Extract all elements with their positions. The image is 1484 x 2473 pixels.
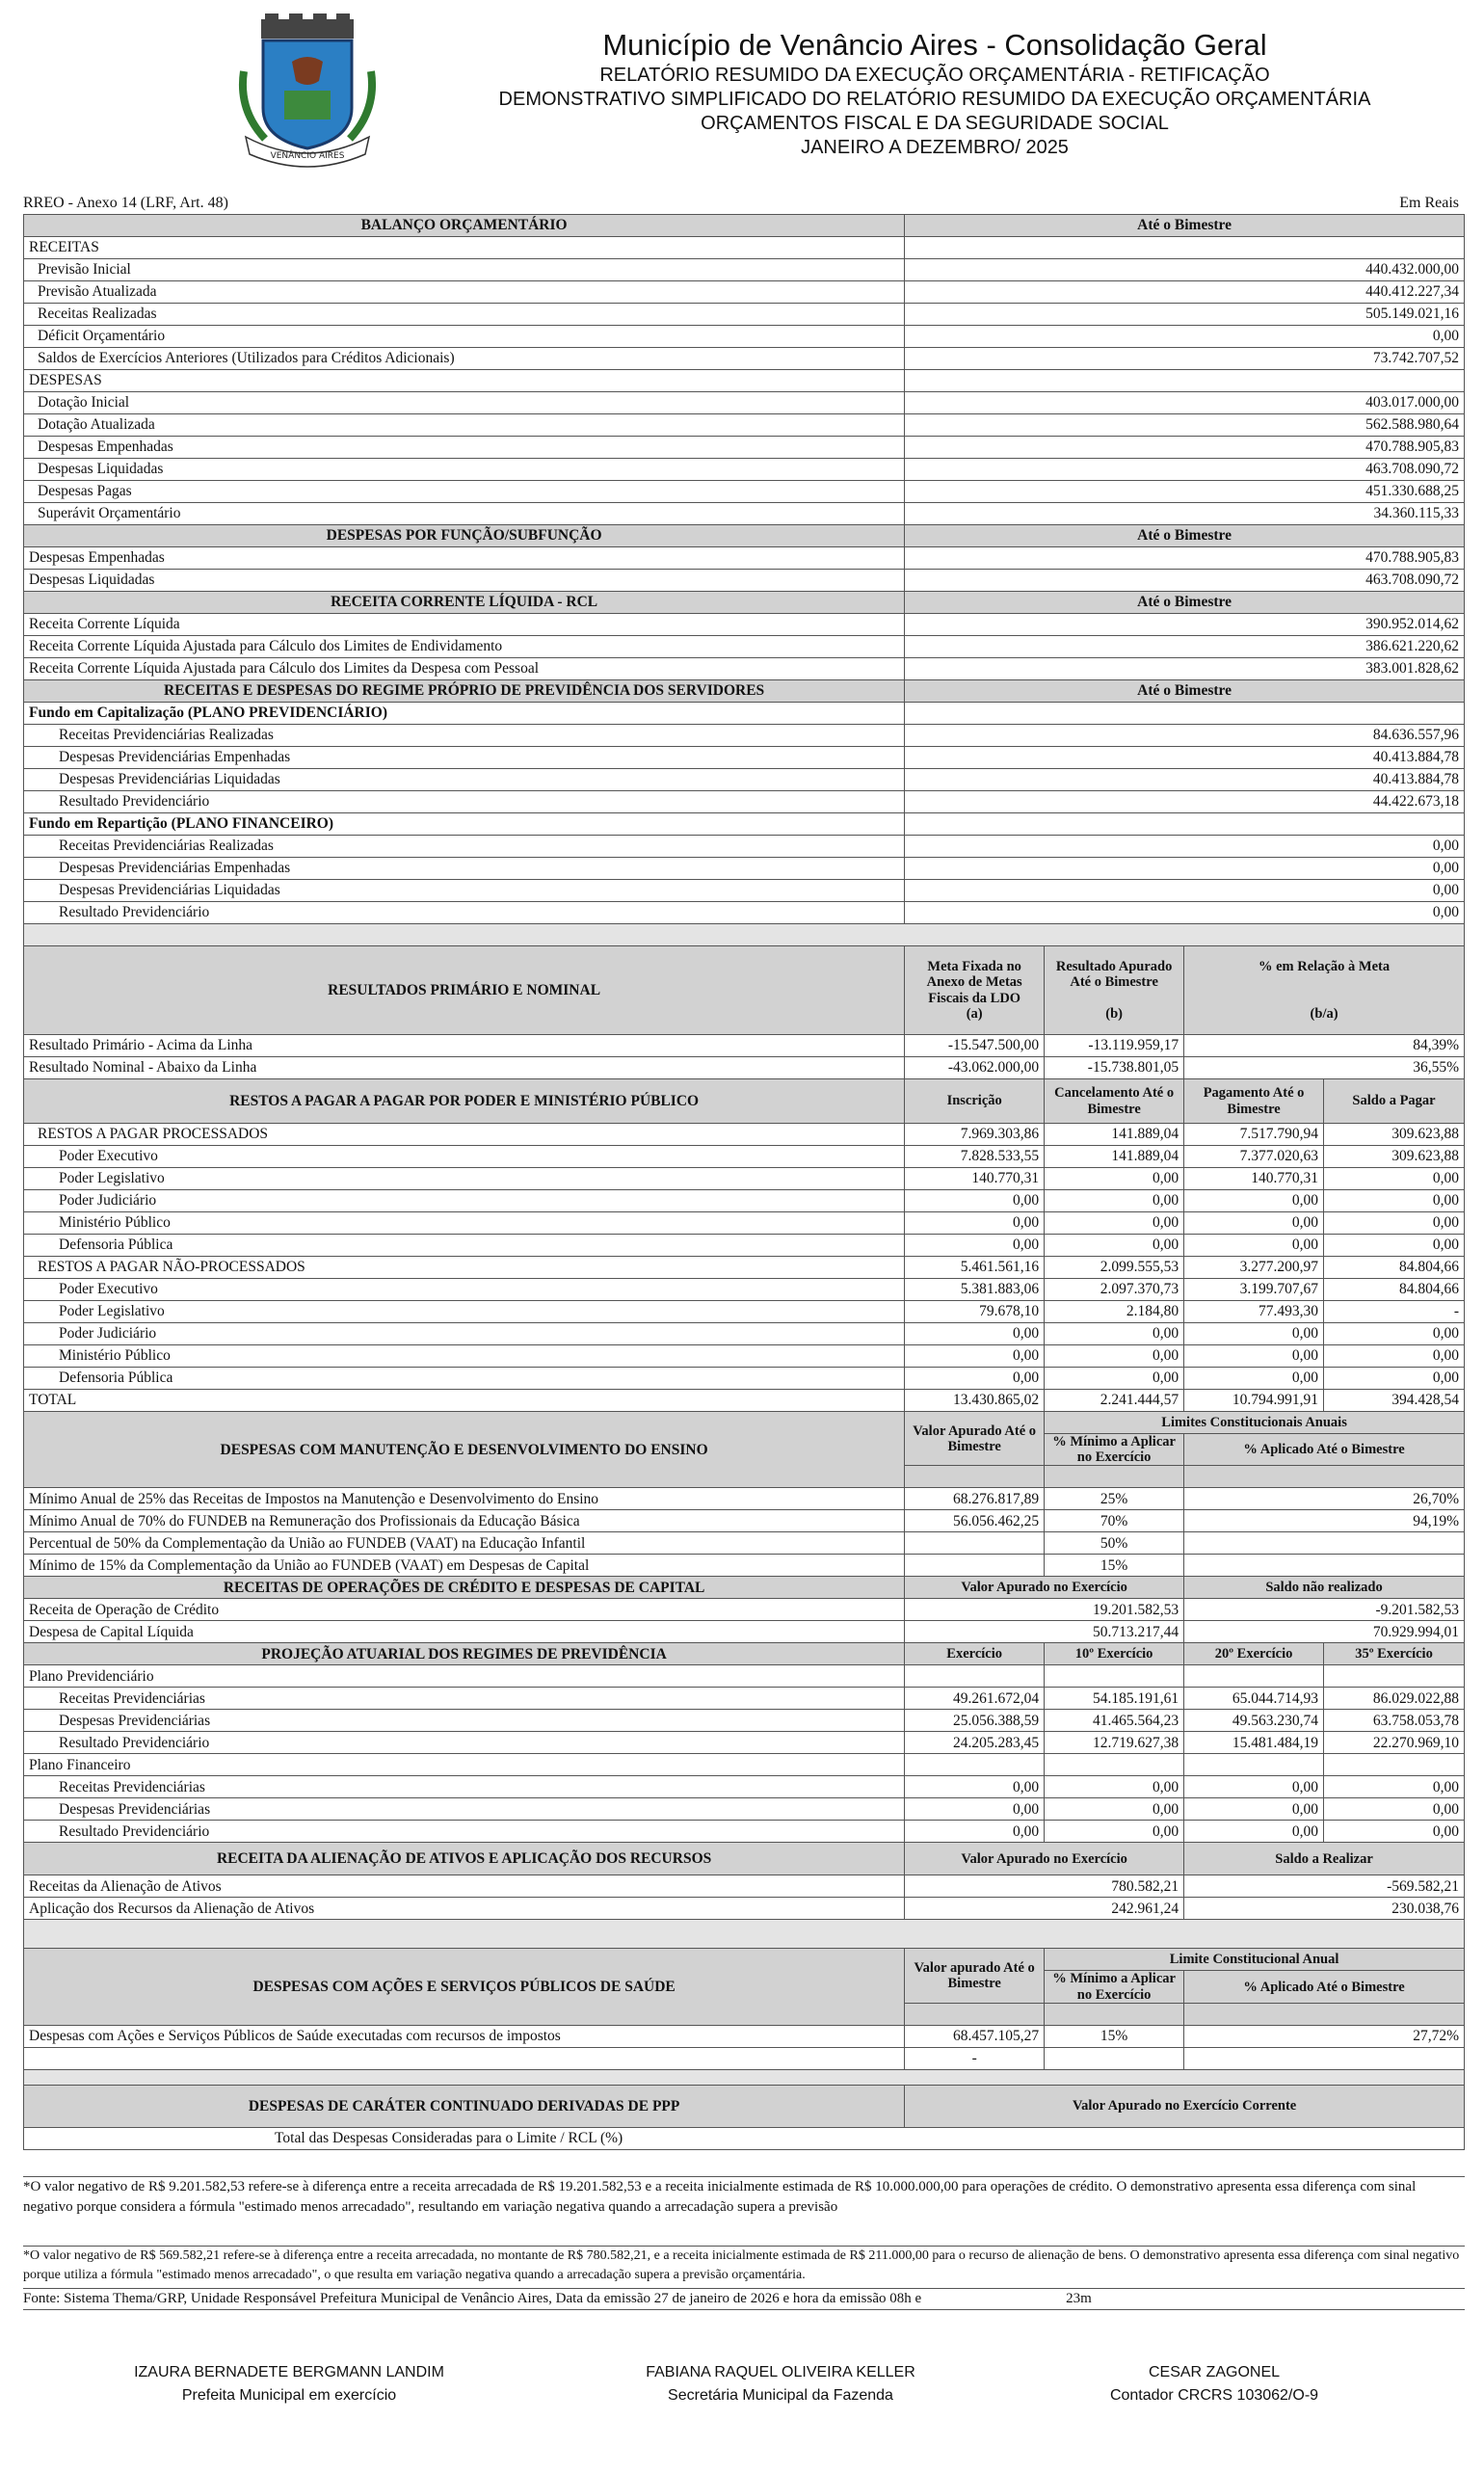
signature-block: CESAR ZAGONEL Contador CRCRS 103062/O-9 [1109,2364,1319,2404]
section-title: RESULTADOS PRIMÁRIO E NOMINAL [24,946,905,1035]
table-row: Déficit Orçamentário 0,00 [24,326,1465,348]
table-row: Receitas Previdenciárias Realizadas 0,00 [24,836,1465,858]
section-title: DESPESAS POR FUNÇÃO/SUBFUNÇÃO [24,525,905,547]
table-row: Defensoria Pública 0,00 0,00 0,00 0,00 [24,1235,1465,1257]
report-header [0,0,1484,193]
table-row: Mínimo Anual de 25% das Receitas de Impostos na Manutenção e Desenvolvimento do Ensino 68.276.817,89 25% 26,70% [24,1488,1465,1510]
table-row: Defensoria Pública 0,00 0,00 0,00 0,00 [24,1368,1465,1390]
table-row: Aplicação dos Recursos da Alienação de Ativos 242.961,24 230.038,76 [24,1898,1465,1920]
section-title: DESPESAS COM AÇÕES E SERVIÇOS PÚBLICOS DE SAÚDE [24,1949,905,2025]
report-subtitle: RELATÓRIO RESUMIDO DA EXECUÇÃO ORÇAMENTÁRIA - RETIFICAÇÃO [599,65,1270,86]
report-title: Município de Venâncio Aires - Consolidação Geral [602,28,1267,62]
table-row: Receitas Previdenciárias 0,00 0,00 0,00 0,00 [24,1776,1465,1798]
signature-block: FABIANA RAQUEL OLIVEIRA KELLER Secretária Municipal da Fazenda [646,2364,915,2404]
table-row: Despesas Pagas 451.330.688,25 [24,481,1465,503]
table-row: Receita Corrente Líquida 390.952.014,62 [24,614,1465,636]
table-row: Despesas Previdenciárias Liquidadas 40.413.884,78 [24,769,1465,791]
table-row: Despesas Previdenciárias Empenhadas 0,00 [24,858,1465,880]
table-row: TOTAL 13.430.865,02 2.241.444,57 10.794.991,91 394.428,54 [24,1390,1465,1412]
table-row: Resultado Previdenciário 0,00 [24,902,1465,924]
note-alienacao: *O valor negativo de R$ 569.582,21 refere-se à diferença entre a receita arrecadada, no montante de R$ 780.582,21, e a receita inicialmente estimada de R$ 211.000,00 para o recurso de alienação de bens. O demonstrativo apresenta essa diferença com sinal negativo porque utiliza a fórmula "estimado menos arrecadado", o que resulta em variação negativa quando a arrecadação supera a previsão orçamentária. [23,2246,1465,2285]
table-row: Previsão Inicial 440.432.000,00 [24,259,1465,281]
section-title: RECEITA CORRENTE LÍQUIDA - RCL [24,592,905,614]
table-row: Resultado Previdenciário 24.205.283,45 12.719.627,38 15.481.484,19 22.270.969,10 [24,1732,1465,1754]
source-note: Fonte: Sistema Thema/GRP, Unidade Responsável Prefeitura Municipal de Venâncio Aires, Data da emissão 27 de janeiro de 2026 e hora da emissão 08h e 23m [23,2288,1465,2310]
section-title: RESTOS A PAGAR A PAGAR POR PODER E MINISTÉRIO PÚBLICO [24,1079,905,1124]
section-title: RECEITAS E DESPESAS DO REGIME PRÓPRIO DE PREVIDÊNCIA DOS SERVIDORES [24,680,905,703]
table-row: Poder Legislativo 140.770,31 0,00 140.770,31 0,00 [24,1168,1465,1190]
table-row: Despesa de Capital Líquida 50.713.217,44 70.929.994,01 [24,1621,1465,1643]
municipal-coat-of-arms-icon [236,13,379,170]
table-row: Despesas Previdenciárias 25.056.388,59 41.465.564,23 49.563.230,74 63.758.053,78 [24,1710,1465,1732]
report-subtitle: ORÇAMENTOS FISCAL E DA SEGURIDADE SOCIAL [701,113,1169,134]
table-row: Resultado Nominal - Abaixo da Linha -43.062.000,00 -15.738.801,05 36,55% [24,1057,1465,1079]
annex-label: RREO - Anexo 14 (LRF, Art. 48) [23,195,228,211]
currency-label: Em Reais [1399,195,1459,211]
table-row: Percentual de 50% da Complementação da União ao FUNDEB (VAAT) na Educação Infantil 50% [24,1532,1465,1555]
report-subtitle: DEMONSTRATIVO SIMPLIFICADO DO RELATÓRIO RESUMIDO DA EXECUÇÃO ORÇAMENTÁRIA [498,89,1371,110]
section-title: DESPESAS DE CARÁTER CONTINUADO DERIVADAS DE PPP [24,2085,905,2127]
table-row: Resultado Primário - Acima da Linha -15.547.500,00 -13.119.959,17 84,39% [24,1035,1465,1057]
table-row: Receita Corrente Líquida Ajustada para Cálculo dos Limites de Endividamento 386.621.220,62 [24,636,1465,658]
table-row: Superávit Orçamentário 34.360.115,33 [24,503,1465,525]
table-row: Receita Corrente Líquida Ajustada para Cálculo dos Limites da Despesa com Pessoal 383.001.828,62 [24,658,1465,680]
table-row: Despesas Liquidadas 463.708.090,72 [24,570,1465,592]
report-period: JANEIRO A DEZEMBRO/ 2025 [801,137,1069,158]
table-row: Dotação Atualizada 562.588.980,64 [24,414,1465,437]
table-row: Receitas Previdenciárias 49.261.672,04 54.185.191,61 65.044.714,93 86.029.022,88 [24,1688,1465,1710]
table-row: Despesas Liquidadas 463.708.090,72 [24,459,1465,481]
table-row: Ministério Público 0,00 0,00 0,00 0,00 [24,1212,1465,1235]
table-row: RESTOS A PAGAR PROCESSADOS 7.969.303,86 141.889,04 7.517.790,94 309.623,88 [24,1124,1465,1146]
signature-block: IZAURA BERNADETE BERGMANN LANDIM Prefeita Municipal em exercício [134,2364,444,2404]
table-row: Receitas Previdenciárias Realizadas 84.636.557,96 [24,725,1465,747]
table-row: Receitas da Alienação de Ativos 780.582,21 -569.582,21 [24,1875,1465,1898]
table-row: Saldos de Exercícios Anteriores (Utilizados para Créditos Adicionais) 73.742.707,52 [24,348,1465,370]
table-row: Poder Judiciário 0,00 0,00 0,00 0,00 [24,1323,1465,1345]
svg-text:VENÂNCIO AIRES: VENÂNCIO AIRES [270,151,345,161]
table-row: Despesas Empenhadas 470.788.905,83 [24,547,1465,570]
table-row: Poder Legislativo 79.678,10 2.184,80 77.493,30 - [24,1301,1465,1323]
table-row: Poder Executivo 5.381.883,06 2.097.370,73 3.199.707,67 84.804,66 [24,1279,1465,1301]
table-row: Despesas Empenhadas 470.788.905,83 [24,437,1465,459]
table-row: Receita de Operação de Crédito 19.201.582,53 -9.201.582,53 [24,1599,1465,1621]
report-table: BALANÇO ORÇAMENTÁRIO Até o Bimestre RECEITAS Previsão Inicial 440.432.000,00 Previsão Atualizada 440.412.227,34 Receitas Realizadas 505.149.021,16 Déficit Orçamentário 0,00 Saldos de Exercícios Anteriores (Utilizados para Créditos Adicionais) 73.742.707,52 DESPESAS Dotação Inicial 403.017.000,00 Dotação Atualizada 562.588.980,64 Despesas Empenhadas 470.788.905,83 Despesas Liquidadas 463.708.090,72 Despesas Pagas 451.330.688,25 Superávit Orçamentário 34.360.115,33 DESPESAS POR FUNÇÃO/SUBFUNÇÃO Até o Bimestre Despesas Empenhadas 470.788.905,83 Despesas Liquidadas 463.708.090,72 RECEITA CORRENTE LÍQUIDA - RCL Até o Bimestre Receita Corrente Líquida 390.952.014,62 Receita Corrente Líquida Ajustada para Cálculo dos Limites de Endividamento 386.621.220,62 Receita Corrente Líquida Ajustada para Cálculo dos Limites da Despesa com Pessoal 383.001.828,62 RECEITAS E DESPESAS DO REGIME PRÓPRIO DE PREVIDÊNCIA DOS SERVIDORES Até o Bimestre Fundo em Capitalização (PLANO PREVIDENCIÁRIO) Receitas Previdenciárias Realizadas 84.636.557,96 Despesas Previdenciárias Empenhadas 40.413.884,78 Despesas Previdenciárias Liquidadas 40.413.884,78 Resultado Previdenciário 44.422.673,18 Fundo em Repartição (PLANO FINANCEIRO) Receitas Previdenciárias Realizadas 0,00 Despesas Previdenciárias Empenhadas 0,00 Despesas Previdenciárias Liquidadas 0,00 Resultado Previdenciário 0,00 RESULTADOS PRIMÁRIO E NOMINAL Meta Fixada no Anexo de Metas Fiscais da LDO (a) Resultado Apurado Até o Bimestre (b) % em Relação à Meta (b/a) Resultado Primário - Acima da Linha -15.547.500,00 -13.119.959,17 84,39% Resultado Nominal - Abaixo da Linha -43.062.000,00 -15.738.801,05 36,55% RESTOS A PAGAR A PAGAR POR PODER E MINISTÉRIO PÚBLICO Inscrição Cancelamento Até o Bimestre Pagamento Até o Bimestre Saldo a Pagar RESTOS A PAGAR PROCESSADOS 7.969.303,86 141.889,04 7.517.790,94 309.623,88 Poder Executivo 7.828.533,55 141.889,04 7.377.020,63 309.623,88 Poder Legislativo 140.770,31 0,00 140.770,31 0,00 Poder Judiciário 0,00 0,00 0,00 0,00 Ministério Público 0,00 0,00 0,00 0,00 Defensoria Pública 0,00 0,00 0,00 0,00 RESTOS A PAGAR NÃO-PROCESSADOS 5.461.561,16 2.099.555,53 3.277.200,97 84.804,66 Poder Executivo 5.381.883,06 2.097.370,73 3.199.707,67 84.804,66 Poder Legislativo 79.678,10 2.184,80 77.493,30 - Poder Judiciário 0,00 0,00 0,00 0,00 Ministério Público 0,00 0,00 0,00 0,00 Defensoria Pública 0,00 0,00 0,00 0,00 TOTAL 13.430.865,02 2.241.444,57 10.794.991,91 394.428,54 DESPESAS COM MANUTENÇÃO E DESENVOLVIMENTO DO ENSINO Valor Apurado Até o Bimestre Limites Constitucionais Anuais % Mínimo a Aplicar no Exercício % Aplicado Até o Bimestre Mínimo Anual de 25% das Receitas de Impostos na Manutenção e Desenvolvimento do Ensino 68.276.817,89 25% 26,70% Mínimo Anual de 70% do FUNDEB na Remuneração dos Profissionais da Educação Básica 56.056.462,25 70% 94,19% Percentual de 50% da Complementação da União ao FUNDEB (VAAT) na Educação Infantil 50% Mínimo de 15% da Complementação da União ao FUNDEB (VAAT) em Despesas de Capital 15% RECEITAS DE OPERAÇÕES DE CRÉDITO E DESPESAS DE CAPITAL Valor Apurado no Exercício Saldo não realizado Receita de Operação de Crédito 19.201.582,53 -9.201.582,53 Despesa de Capital Líquida 50.713.217,44 70.929.994,01 PROJEÇÃO ATUARIAL DOS REGIMES DE PREVIDÊNCIA Exercício 10º Exercício 20º Exercício 35º Exercício Plano Previdenciário Receitas Previdenciárias 49.261.672,04 54.185.191,61 65.044.714,93 86.029.022,88 Despesas Previdenciárias 25.056.388,59 41.465.564,23 49.563.230,74 63.758.053,78 Resultado Previdenciário 24.205.283,45 12.719.627,38 15.481.484,19 22.270.969,10 Plano Financeiro Receitas Previdenciárias 0,00 0,00 0,00 0,00 Despesas Previdenciárias 0,00 0,00 0,00 0,00 Resultado Previdenciário 0,00 0,00 0,00 0,00 RECEITA DA ALIENAÇÃO DE ATIVOS E APLICAÇÃO DOS RECURSOS Valor Apurado no Exercício Saldo a Realizar Receitas da Alienação de Ativos 780.582,21 -569.582,21 Aplicação dos Recursos da Alienação de Ativos 242.961,24 230.038,76 DESPESAS COM AÇÕES E SERVIÇOS PÚBLICOS DE SAÚDE Valor apurado Até o Bimestre Limite Constitucional Anual % Mínimo a Aplicar no Exercício % Aplicado Até o Bimestre Despesas com Ações e Serviços Públicos de Saúde executadas com recursos de impostos 68.457.105,27 15% 27,72% - DESPESAS DE CARÁTER CONTINUADO DERIVADAS DE PPP Valor Apurado no Exercício Corrente Total das Despesas Consideradas para o Limite / RCL (%) [23,214,1465,2150]
table-row: Poder Judiciário 0,00 0,00 0,00 0,00 [24,1190,1465,1212]
table-row: Despesas Previdenciárias 0,00 0,00 0,00 0,00 [24,1798,1465,1821]
table-row: Resultado Previdenciário 0,00 0,00 0,00 0,00 [24,1821,1465,1843]
section-title: RECEITAS DE OPERAÇÕES DE CRÉDITO E DESPESAS DE CAPITAL [24,1577,905,1599]
table-row: Receitas Realizadas 505.149.021,16 [24,304,1465,326]
section-title: DESPESAS COM MANUTENÇÃO E DESENVOLVIMENTO DO ENSINO [24,1412,905,1488]
table-row: Previsão Atualizada 440.412.227,34 [24,281,1465,304]
table-row: Mínimo Anual de 70% do FUNDEB na Remuneração dos Profissionais da Educação Básica 56.056.462,25 70% 94,19% [24,1510,1465,1532]
table-row: Despesas Previdenciárias Liquidadas 0,00 [24,880,1465,902]
table-row: Poder Executivo 7.828.533,55 141.889,04 7.377.020,63 309.623,88 [24,1146,1465,1168]
table-row: Resultado Previdenciário 44.422.673,18 [24,791,1465,813]
table-row: Dotação Inicial 403.017.000,00 [24,392,1465,414]
table-row: Ministério Público 0,00 0,00 0,00 0,00 [24,1345,1465,1368]
table-row: Despesas Previdenciárias Empenhadas 40.413.884,78 [24,747,1465,769]
table-row: Mínimo de 15% da Complementação da União ao FUNDEB (VAAT) em Despesas de Capital 15% [24,1555,1465,1577]
table-row: RESTOS A PAGAR NÃO-PROCESSADOS 5.461.561,16 2.099.555,53 3.277.200,97 84.804,66 [24,1257,1465,1279]
note-credito: *O valor negativo de R$ 9.201.582,53 refere-se à diferença entre a receita arrecadada de R$ 19.201.582,53 e a receita inicialmente estimada de R$ 10.000.000,00 para operações de crédito. O demonstrativo apresenta essa diferença com sinal negativo porque considera a fórmula "estimado menos arrecadado", resultando em variação negativa quando a arrecadação supera a previsão [23,2176,1465,2218]
section-title: BALANÇO ORÇAMENTÁRIO [24,215,905,237]
section-title: RECEITA DA ALIENAÇÃO DE ATIVOS E APLICAÇÃO DOS RECURSOS [24,1843,905,1875]
section-title: PROJEÇÃO ATUARIAL DOS REGIMES DE PREVIDÊNCIA [24,1643,905,1665]
